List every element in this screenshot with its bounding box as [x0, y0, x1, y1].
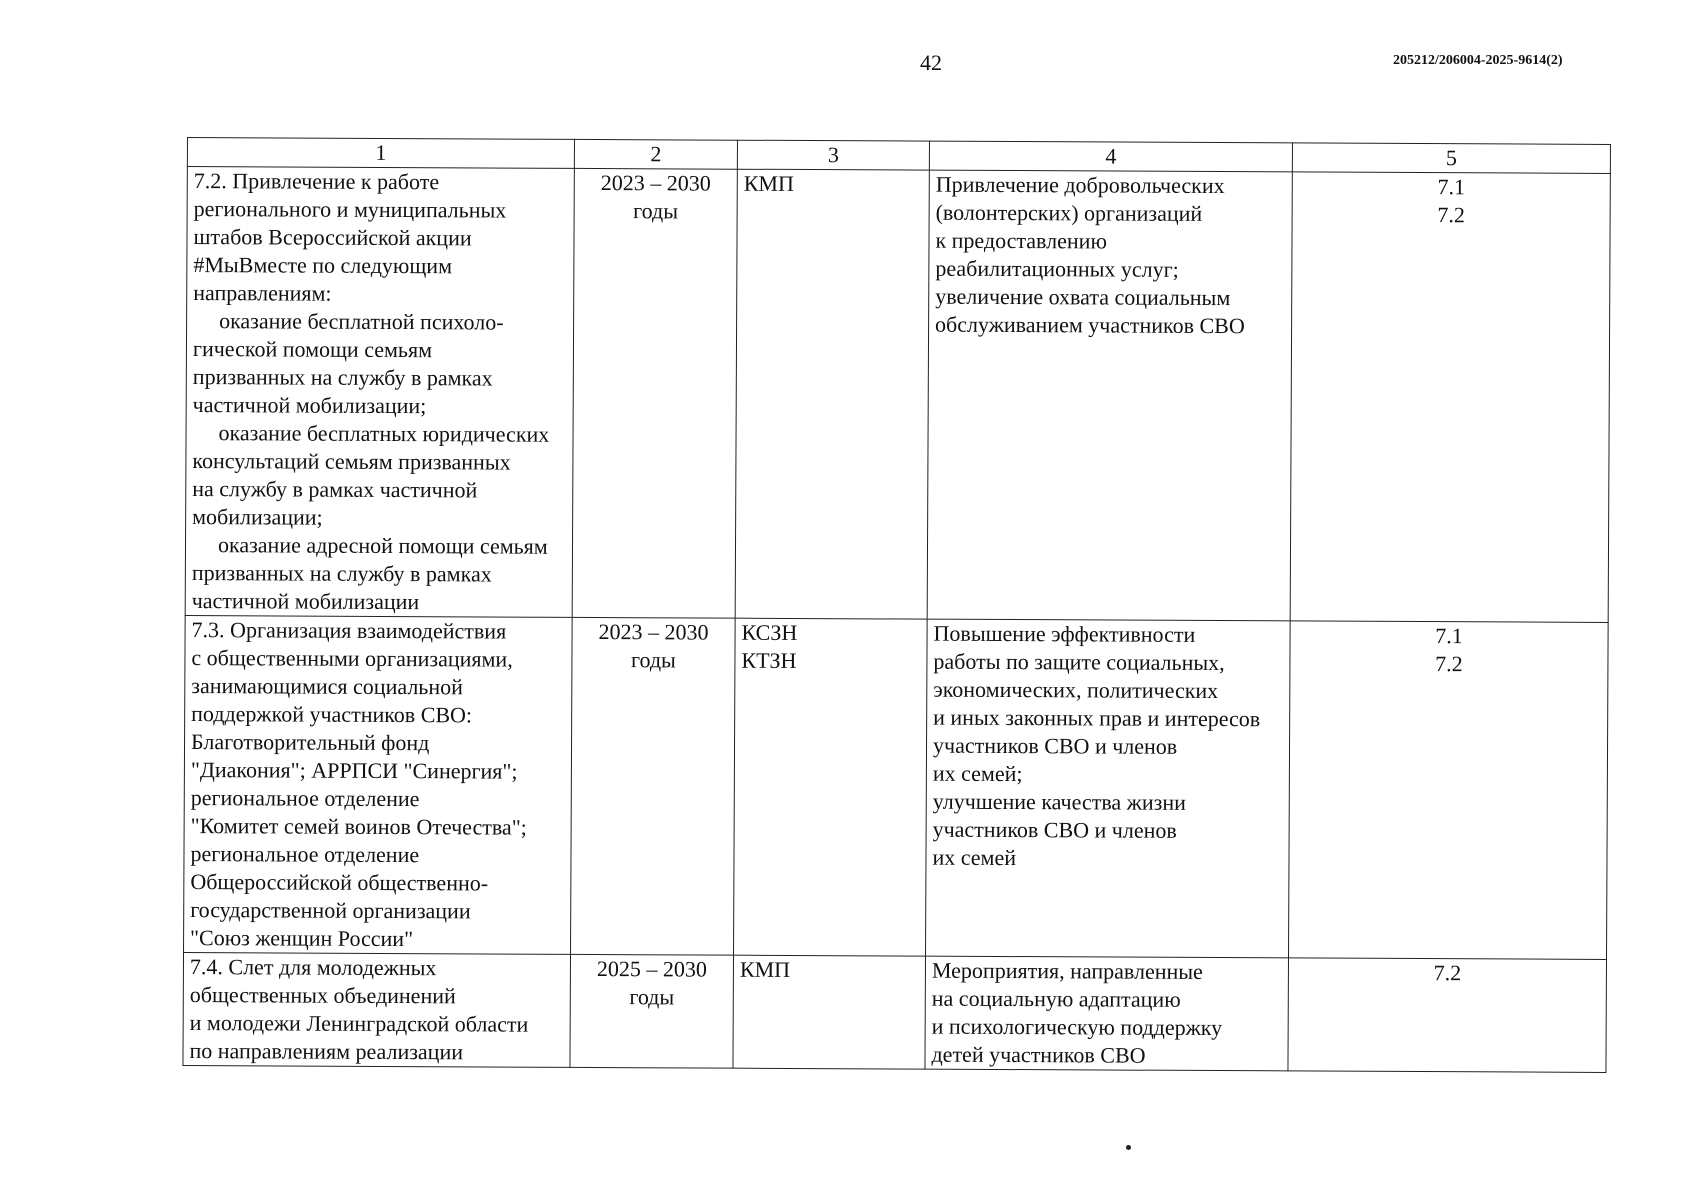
event-line: Благотворительный фонд [190, 729, 430, 756]
event-line: консультаций семьям призванных [192, 448, 511, 475]
event-cell [184, 615, 573, 954]
result-line: и иных законных прав и интересов [933, 704, 1261, 732]
event-line: "Союз женщин России" [190, 925, 414, 952]
event-line: оказание адресной помощи семьям [217, 532, 548, 559]
result-line: работы по защите социальных, [933, 648, 1225, 676]
event-line: частичной мобилизации [191, 588, 420, 615]
column-header: 4 [929, 141, 1292, 172]
result-cell [927, 170, 1292, 621]
executor-cell [735, 169, 929, 619]
result-line: реабилитационных услуг; [935, 255, 1179, 282]
period-cell [570, 954, 734, 1068]
period-line: годы [633, 198, 679, 224]
period-line: 2023 – 2030 [600, 170, 711, 196]
result-line: и психологическую поддержку [931, 1013, 1223, 1041]
event-line: призванных на службу в рамках [192, 364, 493, 391]
event-line: призванных на службу в рамках [191, 560, 492, 587]
event-line: "Комитет семей воинов Отечества"; [190, 813, 527, 840]
table-row [185, 167, 1610, 623]
result-line: улучшение качества жизни [932, 788, 1186, 815]
result-line: Привлечение добровольческих [935, 171, 1225, 199]
measures-table [182, 137, 1611, 1073]
executor-line: КТЗН [741, 647, 797, 673]
event-line: направлениям: [193, 280, 332, 306]
indicator-cell [1289, 621, 1609, 960]
event-line: общественных объединений [189, 982, 456, 1009]
indicator-line: 7.2 [1433, 960, 1462, 986]
result-cell [925, 956, 1289, 1071]
event-line: занимающимися социальной [191, 673, 463, 700]
result-line: Повышение эффективности [933, 620, 1196, 647]
executor-line: КМП [743, 170, 794, 196]
document-id: 205212/206004-2025-9614(2) [1393, 53, 1563, 68]
event-line: региональное отделение [190, 785, 420, 812]
event-line: регионального и муниципальных [193, 196, 507, 223]
event-line: оказание бесплатной психоло- [219, 308, 504, 335]
event-line: на службу в рамках частичной [192, 476, 478, 503]
event-line: поддержкой участников СВО: [191, 701, 473, 728]
event-line: штабов Всероссийской акции [193, 224, 472, 251]
event-line: мобилизации; [192, 504, 323, 530]
period-cell [572, 168, 737, 618]
period-line: 2023 – 2030 [598, 619, 709, 645]
event-line: "Диакония"; АРРПСИ "Синергия"; [190, 757, 518, 784]
result-line: участников СВО и членов [932, 816, 1177, 843]
column-header: 5 [1292, 143, 1610, 174]
result-cell [926, 619, 1291, 958]
executor-cell [734, 618, 928, 956]
column-header: 3 [737, 140, 929, 170]
result-line: Мероприятия, направленные [931, 957, 1203, 984]
period-cell [571, 617, 736, 955]
period-line: годы [630, 647, 676, 673]
event-cell [185, 167, 574, 618]
result-line: участников СВО и членов [932, 732, 1178, 759]
executor-line: КМП [739, 956, 791, 982]
executor-line: КСЗН [741, 619, 798, 645]
result-line: (волонтерских) организаций [935, 199, 1203, 226]
event-line: частичной мобилизации; [192, 392, 427, 419]
event-line: с общественными организациями, [191, 645, 513, 672]
event-line: оказание бесплатных юридических [218, 420, 550, 447]
event-line: 7.3. Организация взаимодействия [191, 617, 507, 644]
event-line: региональное отделение [190, 841, 420, 868]
event-line: гической помощи семьям [192, 336, 433, 363]
event-line: и молодежи Ленинградской области [189, 1010, 529, 1037]
indicator-line: 7.1 [1437, 174, 1466, 200]
column-header: 1 [187, 138, 574, 169]
indicator-line: 7.1 [1435, 623, 1463, 649]
table-row [183, 952, 1607, 1072]
result-line: экономических, политических [933, 676, 1219, 704]
event-line: по направлениям реализации [189, 1038, 464, 1065]
result-line: увеличение охвата социальным [935, 283, 1231, 311]
result-line: их семей [932, 844, 1017, 871]
indicator-cell [1288, 958, 1607, 1073]
result-line: на социальную адаптацию [931, 985, 1181, 1012]
event-line: 7.4. Слет для молодежных [189, 954, 437, 981]
table-row [184, 615, 1609, 959]
executor-cell [733, 955, 926, 1069]
event-line: государственной организации [190, 897, 471, 924]
indicator-line: 7.2 [1435, 651, 1463, 677]
scan-speck [1126, 1145, 1131, 1150]
event-line: #МыВместе по следующим [193, 252, 453, 279]
event-line: 7.2. Привлечение к работе [193, 168, 440, 195]
result-line: детей участников СВО [931, 1041, 1146, 1068]
column-header: 2 [574, 139, 737, 169]
period-line: 2025 – 2030 [596, 956, 708, 982]
result-line: к предоставлению [935, 227, 1107, 254]
indicator-line: 7.2 [1437, 202, 1465, 228]
page-number: 42 [920, 50, 942, 75]
event-cell [183, 952, 571, 1067]
event-line: Общероссийской общественно- [190, 869, 489, 896]
period-line: годы [629, 984, 675, 1010]
result-line: их семей; [932, 760, 1023, 787]
result-line: обслуживанием участников СВО [935, 311, 1245, 339]
indicator-cell [1290, 172, 1610, 623]
